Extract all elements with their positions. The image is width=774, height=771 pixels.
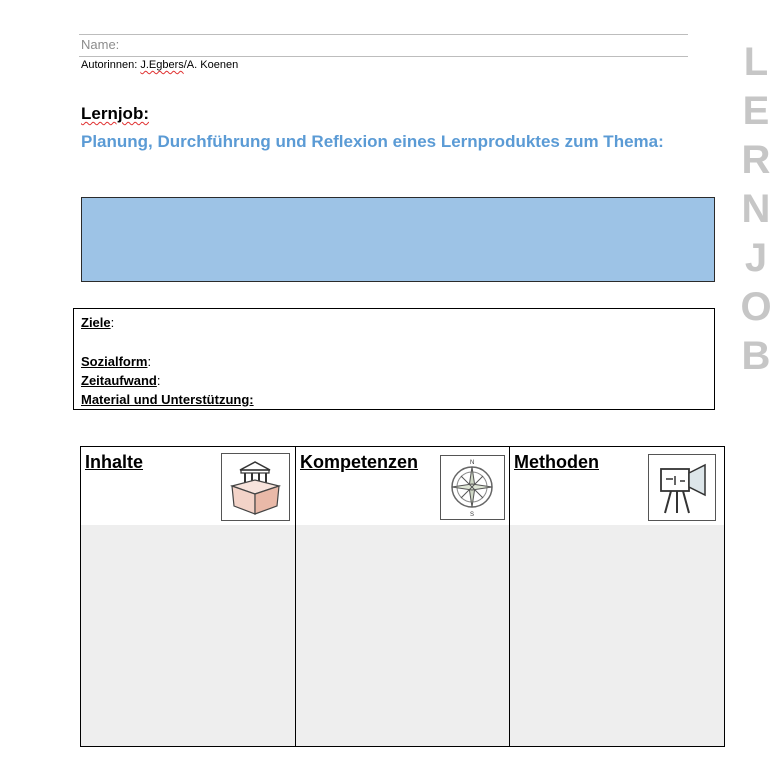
- side-letter: B: [741, 334, 771, 378]
- side-letter: N: [741, 187, 771, 231]
- column-body-kompetenzen[interactable]: [296, 525, 509, 746]
- authors-prefix: Autorinnen:: [81, 59, 141, 71]
- sozialform-colon: :: [147, 354, 152, 369]
- material-line: [81, 392, 254, 407]
- authors-egbers: J.Egbers: [140, 59, 184, 71]
- compass-icon: [440, 455, 505, 520]
- svg-text:S: S: [470, 512, 475, 518]
- planning-table: [80, 446, 725, 747]
- side-letter: R: [741, 138, 771, 182]
- zeitaufwand-colon: :: [156, 373, 161, 388]
- authors-suffix: /A. Koenen: [183, 59, 239, 71]
- column-title-inhalte: Inhalte: [85, 452, 144, 472]
- column-title-methoden: Methoden: [514, 452, 599, 472]
- sozialform-label: Sozialform: [81, 354, 148, 369]
- column-header: [81, 447, 295, 525]
- name-label: Name:: [81, 37, 120, 52]
- column-header: [296, 447, 509, 525]
- column-methoden: [510, 447, 724, 746]
- ziele-line: [81, 315, 114, 330]
- authors-line: [81, 59, 238, 71]
- header-top-rule: [79, 34, 688, 35]
- column-body-inhalte[interactable]: [81, 525, 295, 746]
- topic-input-box[interactable]: [81, 197, 715, 282]
- ziele-label: Ziele: [81, 315, 111, 330]
- side-word-lernjob: [738, 38, 774, 381]
- info-box: [73, 308, 715, 410]
- column-title-kompetenzen: Kompetenzen: [300, 452, 419, 472]
- side-letter: O: [740, 285, 772, 329]
- zeitaufwand-line: [81, 373, 160, 388]
- svg-text:N: N: [470, 460, 475, 466]
- column-body-methoden[interactable]: [510, 525, 724, 746]
- material-label: Material und Unterstützung:: [81, 392, 254, 407]
- sozialform-line: [81, 354, 151, 369]
- header-bottom-rule: [79, 56, 688, 57]
- zeitaufwand-label: Zeitaufwand: [81, 373, 157, 388]
- side-letter: L: [743, 40, 769, 84]
- side-letter: J: [744, 236, 768, 280]
- page-subtitle: Planung, Durchführung und Reflexion eines Lernproduktes zum Thema:: [81, 132, 664, 151]
- side-letter: E: [742, 89, 770, 133]
- ziele-colon: :: [110, 315, 115, 330]
- museum-box-icon: [221, 453, 290, 521]
- projector-icon: [648, 454, 716, 521]
- column-inhalte: [81, 447, 295, 746]
- page-title: Lernjob:: [81, 104, 149, 123]
- column-header: [510, 447, 724, 525]
- column-kompetenzen: [296, 447, 509, 746]
